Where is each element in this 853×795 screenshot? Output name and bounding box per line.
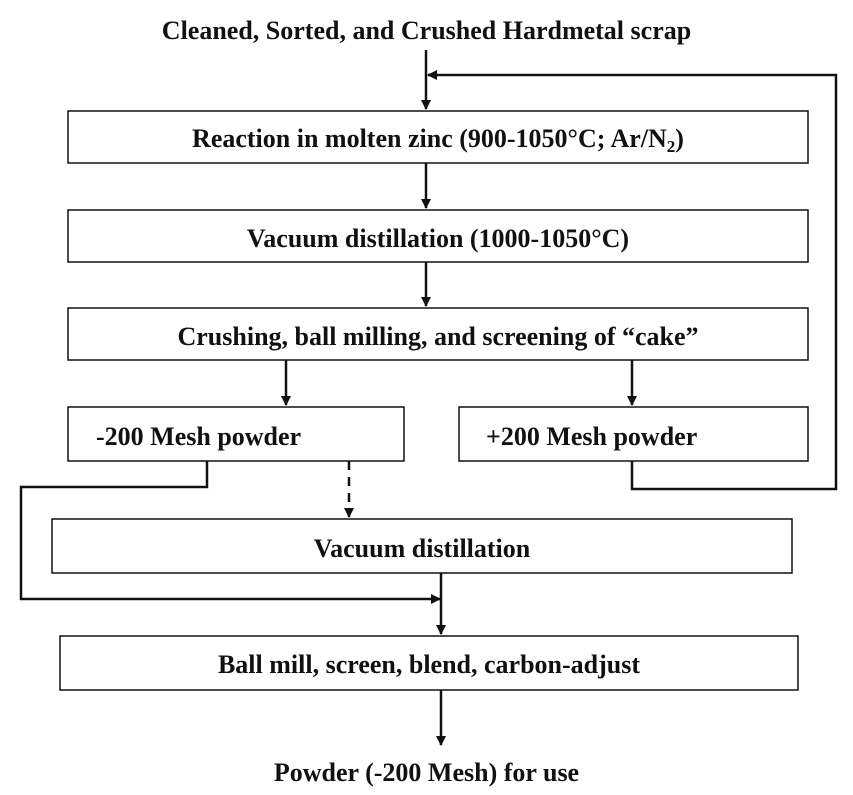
ball-mill-label: Ball mill, screen, blend, carbon-adjust	[217, 650, 641, 679]
reaction-label-main: Reaction in molten zinc (900-1050°C; Ar/N	[192, 124, 667, 153]
coarse-powder-label: +200 Mesh powder	[486, 422, 698, 451]
reaction-label-close: )	[675, 124, 684, 153]
reaction-label	[68, 124, 808, 154]
crushing-label: Crushing, ball milling, and screening of “cake”	[177, 322, 699, 351]
start-label: Cleaned, Sorted, and Crushed Hardmetal scrap	[161, 16, 692, 45]
vacuum-distillation-2-label: Vacuum distillation	[313, 534, 531, 563]
vacuum-distillation-1-label: Vacuum distillation (1000-1050°C)	[246, 224, 630, 253]
end-label: Powder (-200 Mesh) for use	[273, 758, 580, 787]
reaction-label-subscript: 2	[666, 137, 676, 156]
fine-powder-label: -200 Mesh powder	[96, 422, 302, 451]
